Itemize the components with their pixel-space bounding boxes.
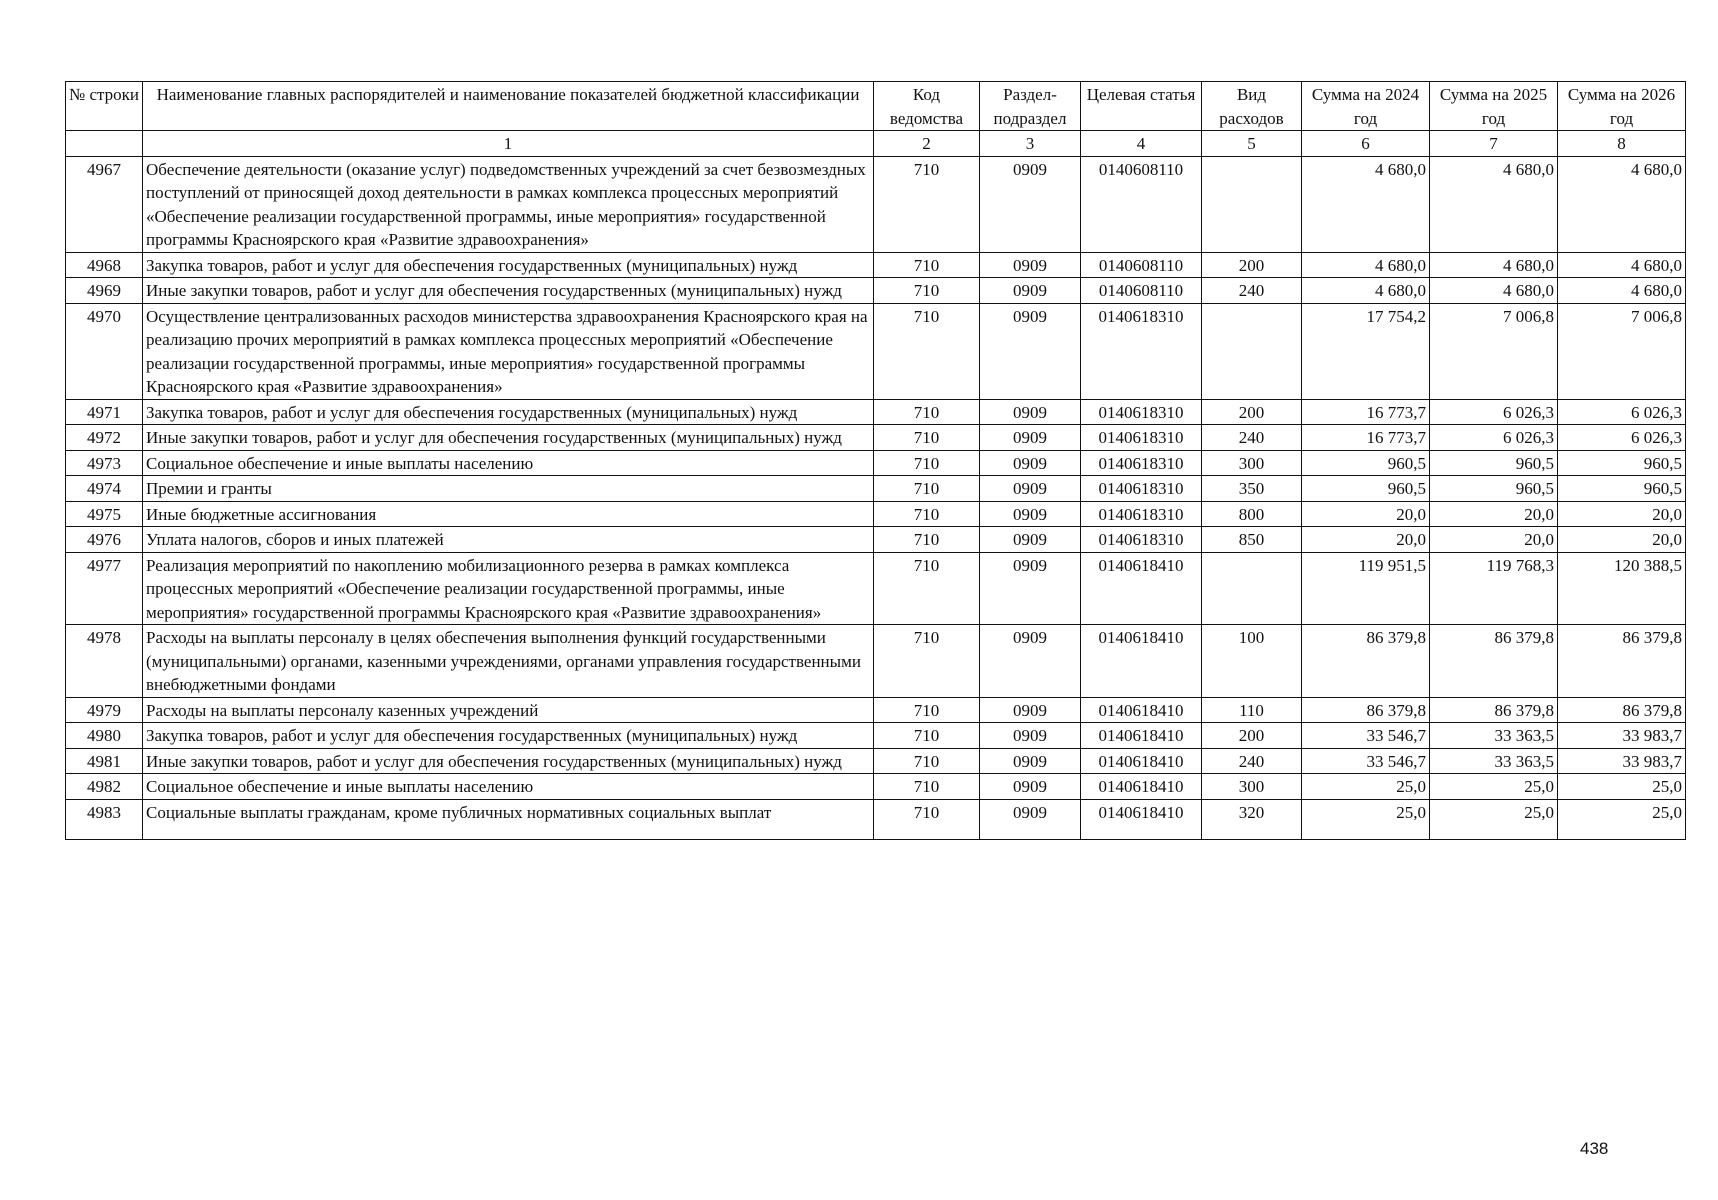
sum-2026: 20,0 xyxy=(1558,501,1686,527)
target-article: 0140618410 xyxy=(1081,552,1202,625)
column-number: 4 xyxy=(1081,131,1202,157)
department-code: 710 xyxy=(874,303,980,399)
department-code: 710 xyxy=(874,278,980,304)
header-target-article: Целевая статья xyxy=(1081,82,1202,131)
department-code: 710 xyxy=(874,748,980,774)
target-article: 0140618310 xyxy=(1081,303,1202,399)
table-row xyxy=(66,527,1686,553)
target-article: 0140618310 xyxy=(1081,527,1202,553)
table-row xyxy=(66,748,1686,774)
sum-2026: 4 680,0 xyxy=(1558,156,1686,252)
section-code: 0909 xyxy=(980,450,1081,476)
sum-2025: 86 379,8 xyxy=(1430,697,1558,723)
section-code: 0909 xyxy=(980,552,1081,625)
table-row xyxy=(66,399,1686,425)
expense-type: 200 xyxy=(1202,252,1302,278)
sum-2026: 960,5 xyxy=(1558,450,1686,476)
sum-2026: 25,0 xyxy=(1558,774,1686,800)
department-code: 710 xyxy=(874,625,980,698)
expense-type: 350 xyxy=(1202,476,1302,502)
row-number: 4967 xyxy=(66,156,143,252)
sum-2024: 119 951,5 xyxy=(1302,552,1430,625)
table-row xyxy=(66,252,1686,278)
sum-2024: 4 680,0 xyxy=(1302,156,1430,252)
sum-2026: 7 006,8 xyxy=(1558,303,1686,399)
sum-2024: 960,5 xyxy=(1302,450,1430,476)
sum-2024: 20,0 xyxy=(1302,527,1430,553)
row-number: 4970 xyxy=(66,303,143,399)
target-article: 0140618410 xyxy=(1081,723,1202,749)
target-article: 0140618410 xyxy=(1081,697,1202,723)
table-row xyxy=(66,425,1686,451)
sum-2025: 4 680,0 xyxy=(1430,252,1558,278)
row-number: 4971 xyxy=(66,399,143,425)
header-section: Раздел-подраздел xyxy=(980,82,1081,131)
table-row xyxy=(66,278,1686,304)
header-expense-type: Вид расходов xyxy=(1202,82,1302,131)
expense-type xyxy=(1202,156,1302,252)
sum-2025: 960,5 xyxy=(1430,450,1558,476)
table-row xyxy=(66,156,1686,252)
section-code: 0909 xyxy=(980,252,1081,278)
row-number: 4980 xyxy=(66,723,143,749)
department-code: 710 xyxy=(874,723,980,749)
department-code: 710 xyxy=(874,156,980,252)
section-code: 0909 xyxy=(980,156,1081,252)
budget-table-container xyxy=(65,81,1686,840)
sum-2026: 20,0 xyxy=(1558,527,1686,553)
section-code: 0909 xyxy=(980,303,1081,399)
target-article: 0140618310 xyxy=(1081,476,1202,502)
expense-type xyxy=(1202,552,1302,625)
table-row xyxy=(66,476,1686,502)
column-number: 7 xyxy=(1430,131,1558,157)
sum-2024: 16 773,7 xyxy=(1302,425,1430,451)
table-row xyxy=(66,450,1686,476)
department-code: 710 xyxy=(874,799,980,839)
sum-2024: 16 773,7 xyxy=(1302,399,1430,425)
sum-2025: 6 026,3 xyxy=(1430,399,1558,425)
sum-2026: 4 680,0 xyxy=(1558,252,1686,278)
target-article: 0140608110 xyxy=(1081,156,1202,252)
table-row xyxy=(66,774,1686,800)
sum-2026: 86 379,8 xyxy=(1558,625,1686,698)
department-code: 710 xyxy=(874,527,980,553)
row-name: Социальное обеспечение и иные выплаты населению xyxy=(143,450,874,476)
row-name: Закупка товаров, работ и услуг для обеспечения государственных (муниципальных) нужд xyxy=(143,399,874,425)
sum-2024: 33 546,7 xyxy=(1302,748,1430,774)
section-code: 0909 xyxy=(980,476,1081,502)
header-department-code: Код ведомства xyxy=(874,82,980,131)
row-number: 4979 xyxy=(66,697,143,723)
sum-2024: 17 754,2 xyxy=(1302,303,1430,399)
table-body xyxy=(66,156,1686,839)
section-code: 0909 xyxy=(980,774,1081,800)
section-code: 0909 xyxy=(980,625,1081,698)
expense-type: 300 xyxy=(1202,774,1302,800)
sum-2024: 4 680,0 xyxy=(1302,252,1430,278)
sum-2024: 86 379,8 xyxy=(1302,625,1430,698)
sum-2025: 6 026,3 xyxy=(1430,425,1558,451)
sum-2026: 25,0 xyxy=(1558,799,1686,839)
expense-type: 110 xyxy=(1202,697,1302,723)
sum-2026: 86 379,8 xyxy=(1558,697,1686,723)
department-code: 710 xyxy=(874,774,980,800)
expense-type: 240 xyxy=(1202,748,1302,774)
department-code: 710 xyxy=(874,399,980,425)
section-code: 0909 xyxy=(980,278,1081,304)
column-number: 1 xyxy=(143,131,874,157)
sum-2025: 25,0 xyxy=(1430,799,1558,839)
target-article: 0140608110 xyxy=(1081,252,1202,278)
row-number: 4974 xyxy=(66,476,143,502)
section-code: 0909 xyxy=(980,799,1081,839)
table-row xyxy=(66,799,1686,839)
department-code: 710 xyxy=(874,697,980,723)
row-name: Реализация мероприятий по накоплению мобилизационного резерва в рамках комплекса процессных мероприятий «Обеспечение реализации государственной программы, иные мероприятия» государственной программы Красноярского края «Развитие здравоохранения» xyxy=(143,552,874,625)
table-row xyxy=(66,501,1686,527)
column-number: 3 xyxy=(980,131,1081,157)
row-number: 4975 xyxy=(66,501,143,527)
sum-2025: 960,5 xyxy=(1430,476,1558,502)
department-code: 710 xyxy=(874,425,980,451)
sum-2026: 6 026,3 xyxy=(1558,425,1686,451)
table-header xyxy=(66,82,1686,157)
sum-2024: 25,0 xyxy=(1302,799,1430,839)
target-article: 0140618410 xyxy=(1081,774,1202,800)
sum-2024: 33 546,7 xyxy=(1302,723,1430,749)
sum-2025: 86 379,8 xyxy=(1430,625,1558,698)
row-number: 4981 xyxy=(66,748,143,774)
row-name: Иные закупки товаров, работ и услуг для обеспечения государственных (муниципальных) нужд xyxy=(143,425,874,451)
target-article: 0140608110 xyxy=(1081,278,1202,304)
sum-2026: 33 983,7 xyxy=(1558,748,1686,774)
sum-2025: 33 363,5 xyxy=(1430,748,1558,774)
section-code: 0909 xyxy=(980,723,1081,749)
column-number xyxy=(66,131,143,157)
expense-type: 100 xyxy=(1202,625,1302,698)
row-name: Иные закупки товаров, работ и услуг для обеспечения государственных (муниципальных) нужд xyxy=(143,278,874,304)
budget-table xyxy=(65,81,1686,840)
table-row xyxy=(66,625,1686,698)
expense-type: 800 xyxy=(1202,501,1302,527)
row-number: 4968 xyxy=(66,252,143,278)
expense-type xyxy=(1202,303,1302,399)
expense-type: 240 xyxy=(1202,425,1302,451)
sum-2025: 4 680,0 xyxy=(1430,278,1558,304)
section-code: 0909 xyxy=(980,697,1081,723)
column-number: 5 xyxy=(1202,131,1302,157)
table-row xyxy=(66,552,1686,625)
column-number-row xyxy=(66,131,1686,157)
department-code: 710 xyxy=(874,450,980,476)
target-article: 0140618310 xyxy=(1081,450,1202,476)
department-code: 710 xyxy=(874,501,980,527)
sum-2025: 4 680,0 xyxy=(1430,156,1558,252)
sum-2026: 33 983,7 xyxy=(1558,723,1686,749)
sum-2024: 960,5 xyxy=(1302,476,1430,502)
row-name: Социальное обеспечение и иные выплаты населению xyxy=(143,774,874,800)
expense-type: 200 xyxy=(1202,399,1302,425)
section-code: 0909 xyxy=(980,425,1081,451)
section-code: 0909 xyxy=(980,748,1081,774)
header-row-number: № строки xyxy=(66,82,143,131)
column-number: 8 xyxy=(1558,131,1686,157)
row-name: Иные бюджетные ассигнования xyxy=(143,501,874,527)
target-article: 0140618310 xyxy=(1081,425,1202,451)
row-name: Расходы на выплаты персоналу в целях обеспечения выполнения функций государственными (муниципальными) органами, казенными учреждениями, органами управления государственными внебюджетными фондами xyxy=(143,625,874,698)
sum-2025: 7 006,8 xyxy=(1430,303,1558,399)
section-code: 0909 xyxy=(980,501,1081,527)
row-number: 4977 xyxy=(66,552,143,625)
expense-type: 200 xyxy=(1202,723,1302,749)
column-number: 6 xyxy=(1302,131,1430,157)
sum-2025: 20,0 xyxy=(1430,501,1558,527)
row-name: Осуществление централизованных расходов министерства здравоохранения Красноярского края на реализацию прочих мероприятий в рамках комплекса процессных мероприятий «Обеспечение реализации государственной программы, иные мероприятия» государственной программы Красноярского края «Развитие здравоохранения» xyxy=(143,303,874,399)
expense-type: 300 xyxy=(1202,450,1302,476)
header-name: Наименование главных распорядителей и наименование показателей бюджетной классификации xyxy=(143,82,874,131)
sum-2025: 33 363,5 xyxy=(1430,723,1558,749)
table-row xyxy=(66,303,1686,399)
department-code: 710 xyxy=(874,552,980,625)
sum-2026: 6 026,3 xyxy=(1558,399,1686,425)
row-name: Закупка товаров, работ и услуг для обеспечения государственных (муниципальных) нужд xyxy=(143,252,874,278)
target-article: 0140618410 xyxy=(1081,748,1202,774)
row-number: 4983 xyxy=(66,799,143,839)
target-article: 0140618410 xyxy=(1081,799,1202,839)
department-code: 710 xyxy=(874,252,980,278)
header-sum-2025: Сумма на 2025 год xyxy=(1430,82,1558,131)
sum-2024: 20,0 xyxy=(1302,501,1430,527)
target-article: 0140618410 xyxy=(1081,625,1202,698)
target-article: 0140618310 xyxy=(1081,501,1202,527)
section-code: 0909 xyxy=(980,527,1081,553)
sum-2026: 120 388,5 xyxy=(1558,552,1686,625)
section-code: 0909 xyxy=(980,399,1081,425)
expense-type: 850 xyxy=(1202,527,1302,553)
row-name: Премии и гранты xyxy=(143,476,874,502)
sum-2025: 119 768,3 xyxy=(1430,552,1558,625)
row-number: 4976 xyxy=(66,527,143,553)
target-article: 0140618310 xyxy=(1081,399,1202,425)
sum-2026: 4 680,0 xyxy=(1558,278,1686,304)
row-number: 4972 xyxy=(66,425,143,451)
row-name: Расходы на выплаты персоналу казенных учреждений xyxy=(143,697,874,723)
sum-2025: 25,0 xyxy=(1430,774,1558,800)
row-number: 4978 xyxy=(66,625,143,698)
sum-2024: 25,0 xyxy=(1302,774,1430,800)
sum-2026: 960,5 xyxy=(1558,476,1686,502)
table-row xyxy=(66,697,1686,723)
row-name: Обеспечение деятельности (оказание услуг) подведомственных учреждений за счет безвозмездных поступлений от приносящей доход деятельности в рамках комплекса процессных мероприятий «Обеспечение реализации государственной программы, иные мероприятия» государственной программы Красноярского края «Развитие здравоохранения» xyxy=(143,156,874,252)
column-number: 2 xyxy=(874,131,980,157)
expense-type: 320 xyxy=(1202,799,1302,839)
sum-2024: 4 680,0 xyxy=(1302,278,1430,304)
row-name: Уплата налогов, сборов и иных платежей xyxy=(143,527,874,553)
row-number: 4973 xyxy=(66,450,143,476)
department-code: 710 xyxy=(874,476,980,502)
table-row xyxy=(66,723,1686,749)
sum-2025: 20,0 xyxy=(1430,527,1558,553)
row-name: Социальные выплаты гражданам, кроме публичных нормативных социальных выплат xyxy=(143,799,874,839)
row-number: 4969 xyxy=(66,278,143,304)
row-name: Закупка товаров, работ и услуг для обеспечения государственных (муниципальных) нужд xyxy=(143,723,874,749)
header-sum-2024: Сумма на 2024 год xyxy=(1302,82,1430,131)
sum-2024: 86 379,8 xyxy=(1302,697,1430,723)
row-number: 4982 xyxy=(66,774,143,800)
page-number: 438 xyxy=(1580,1139,1609,1158)
header-sum-2026: Сумма на 2026 год xyxy=(1558,82,1686,131)
row-name: Иные закупки товаров, работ и услуг для обеспечения государственных (муниципальных) нужд xyxy=(143,748,874,774)
expense-type: 240 xyxy=(1202,278,1302,304)
